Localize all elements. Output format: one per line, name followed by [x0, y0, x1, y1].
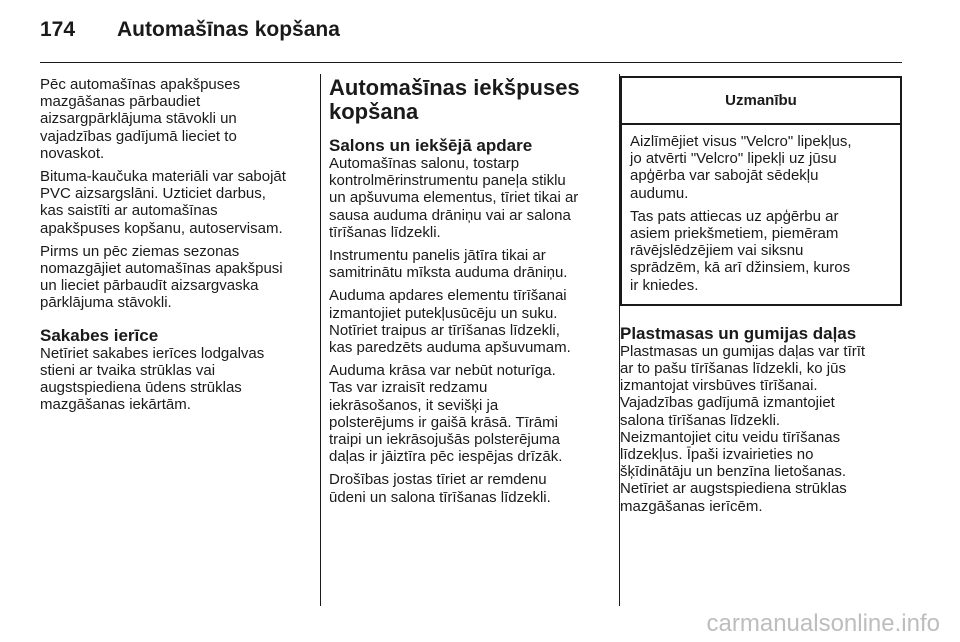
main-heading-interior-care: Automašīnas iekšpuses kopšana: [329, 75, 580, 124]
column-right: [620, 76, 902, 521]
paragraph: Bituma-kaučuka materiāli var sabojāt PVC aizsargslāni. Uzticiet darbus, kas saistīti ar automašīnas apakšpuses kopšanu, autoservisam.: [40, 168, 286, 237]
page-header: [40, 18, 902, 48]
column-divider-left: [320, 74, 321, 606]
section-heading-plastic-rubber: Plastmasas un gumijas daļas: [620, 323, 857, 343]
paragraph: Auduma krāsa var nebūt noturīga. Tas var izraisīt redzamu iekrāsošanos, it sevišķi ja polsterējums ir gaišā krāsā. Tīrāmi traipi un iekrāsojušās polsterējuma daļas ir jāiztīra pēc iespējas drīzāk.: [329, 362, 563, 466]
section-heading-hitch: Sakabes ierīce: [40, 325, 159, 345]
paragraph: Plastmasas un gumijas daļas var tīrīt ar to pašu tīrīšanas līdzekli, ko jūs izmantojat virsbūves tīrīšanai. Vajadzības gadījumā izmantojiet salona tīrīšanas līdzekli. Neizmantojiet citu veidu tīrīšanas līdzekļus. Īpaši izvairieties no šķīdinātāju un benzīna lietošanas. Netīriet ar augstspiediena strūklas mazgāšanas ierīcēm.: [620, 342, 866, 515]
paragraph: Netīriet sakabes ierīces lodgalvas stieni ar tvaika strūklas vai augstspiediena ūdens strūklas mazgāšanas iekārtām.: [40, 344, 265, 414]
paragraph: Pirms un pēc ziemas sezonas nomazgājiet automašīnas apakšpusi un lieciet pārbaudīt aizsargvaska pārklājuma stāvokli.: [40, 242, 283, 312]
paragraph: Drošības jostas tīriet ar remdenu ūdeni un salona tīrīšanas līdzekli.: [329, 471, 551, 506]
paragraph: Auduma apdares elementu tīrīšanai izmantojiet putekļusūcēju un suku. Notīriet traipus ar tīrīšanas līdzekli, kas paredzēts auduma apšuvumam.: [329, 287, 571, 357]
column-left: [40, 76, 310, 419]
paragraph: Aizlīmējiet visus "Velcro" lipekļus, jo atvērti "Velcro" lipekļi uz jūsu apģērba var sabojāt sēdekļu audumu.: [630, 133, 852, 202]
paragraph: Instrumentu panelis jātīra tikai ar samitrinātu mīksta auduma drāniņu.: [329, 247, 568, 282]
caution-box: [620, 76, 902, 306]
paragraph: Automašīnas salonu, tostarp kontrolmērinstrumentu paneļa stiklu un apšuvuma elementus, tīriet tikai ar sausa auduma drāniņu vai ar salona tīrīšanas līdzekli.: [329, 155, 579, 241]
caution-body: [622, 125, 900, 304]
section-heading-interior-trim: Salons un iekšējā apdare: [329, 136, 533, 155]
column-middle: [329, 76, 607, 512]
chapter-title: Automašīnas kopšana: [117, 18, 340, 41]
page-number: 174: [40, 18, 76, 41]
header-rule: [40, 62, 902, 63]
paragraph: Pēc automašīnas apakšpuses mazgāšanas pārbaudiet aizsargpārklājuma stāvokli un vajadzības gadījumā lieciet to novaskot.: [40, 76, 241, 162]
watermark: carmanualsonline.info: [706, 610, 940, 637]
caution-title: Uzmanību: [622, 78, 900, 125]
paragraph: Tas pats attiecas uz apģērbu ar asiem priekšmetiem, piemēram rāvējslēdzējiem vai siksnu sprādzēm, kā arī džinsiem, kuros ir kniedes.: [630, 207, 851, 294]
